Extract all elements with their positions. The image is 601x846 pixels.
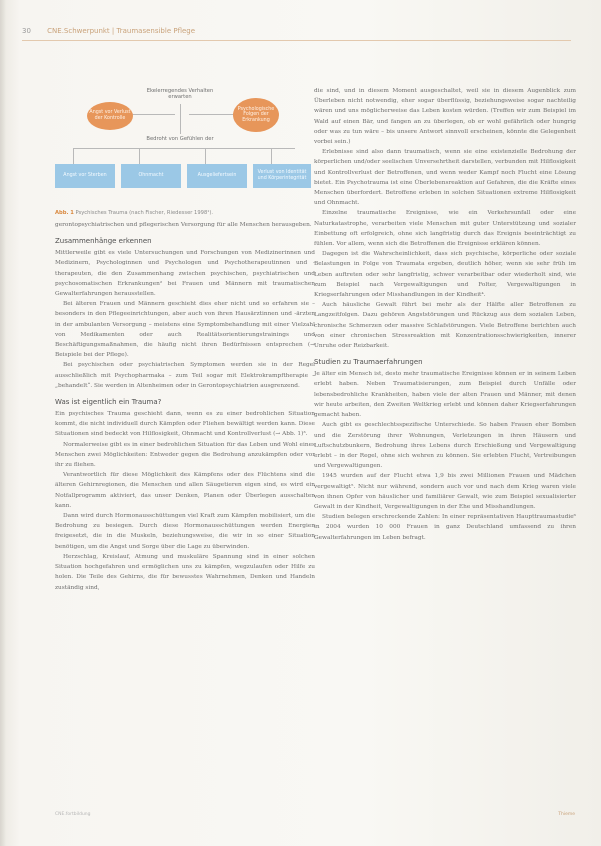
body-paragraph: Studien belegen erschreckende Zahlen: In einer repräsentativen Haupttraumastudie⁶ in 2004 wurden 10 000 Frauen in ganz Deutschland umfassend zu ihren Gewalterfahrungen im Leben befragt. xyxy=(314,514,576,541)
body-paragraph: Einzelne traumatische Ereignisse, wie ein Verkehrsunfall oder eine Naturkatastrophe, verarbeiten viele Menschen mit guter Unterstützung und sozialer Einbettung oft erfolgreich, ohne sich langfristig durch das Ereignis beeinträchtigt zu fühlen. Vor allem, wenn sich die Betroffenen die Ereignisse erklären können. xyxy=(314,210,576,248)
figure-connector xyxy=(271,148,272,164)
header-rule xyxy=(22,40,571,41)
figure-connector xyxy=(180,104,181,134)
body-paragraph: Dagegen ist die Wahrscheinlichkeit, dass sich psychische, körperliche oder soziale Belastungen in Folge von Traumata ergeben, deutlich höher, wenn sie sehr früh im Leben auftreten oder sehr langfristig, schwer verarbeitbar oder wiederholt sind, wie zum Beispiel nach Vergewaltigungen und Folter, Vergewaltigungen in Kriegserfahrungen oder Misshandlungen in der Kindheit⁴. xyxy=(314,251,576,299)
figure-box-4: Verlust von Identität und Körperintegrität xyxy=(253,164,311,188)
figure-box-1: Angst vor Sterben xyxy=(55,164,115,188)
figure-bubble-right: Psychologische Folgen der Erkrankung xyxy=(233,98,279,132)
body-paragraph: Mittlerweile gibt es viele Untersuchungen und Forschungen von Medizinerinnen und Medizinern, Psychologinnen und Psychologen und Psychotherapeutinnen und -therapeuten, die den Zusammenhang zwischen psychischen, psychiatrischen und psychosomatischen Erkrankungen² bei Frauen und Männern mit traumatischen Gewalterfahrungen herausstellen. xyxy=(55,250,315,298)
body-paragraph: Bei psychischen oder psychiatrischen Symptomen werden sie in der Regel ausschließlich mit Psychopharmaka – zum Teil sogar mit Elektrokrampftherapie – „behandelt“. Sie werden in Altenheimen oder in Gerontopsychiatrien ausgrenzend. xyxy=(55,362,315,389)
body-paragraph: Erlebnisse sind also dann traumatisch, wenn sie eine existenzielle Bedrohung der körperlichen und/oder seelischen Unversehrtheit darstellen, verbunden mit Hilflosigkeit und Kontrollverlust der Betroffenen, und wenn weder Kampf noch Flucht eine Lösung bietet. Ein Psychotrauma ist eine Überlebensreaktion auf Gefahren, die die Kräfte eines Menschen überfordert. Betroffene erleben in solchen Situationen extreme Hilflosigkeit und Ohnmacht. xyxy=(314,149,576,207)
figure-connector xyxy=(129,114,175,115)
footer-right: Thieme xyxy=(558,812,575,817)
figure-connector xyxy=(73,148,295,149)
body-paragraph: die sind, und in diesem Moment ausgeschaltet, weil sie in diesem Augenblick zum Überleben nicht notwendig, eher sogar überflüssig, beziehungsweise sogar nachteilig wären und uns möglicherweise das Leben kosten würden. (Treffen wir zum Beispiel im Wald auf einen Bär, und fangen an zu überlegen, ob er wohl gefährlich oder hungrig oder was zu tun wäre – bis unsere Antwort sinnvoll erscheinen, könnte die Gelegenheit vorbei sein.) xyxy=(314,88,576,146)
body-paragraph: Verantwortlich für diese Möglichkeit des Kämpfens oder des Flüchtens sind die älteren Gehirnregionen, die Menschen und allen Säugetieren eigen sind, es wird ein Notfallprogramm aktiviert, das unser Denken, Planen oder Überlegen ausschalten kann. xyxy=(55,472,315,509)
section-title: CNE.Schwerpunkt | Traumasensible Pflege xyxy=(47,27,196,35)
figure-top-label-line1: Ekelerregendes Verhalten xyxy=(146,88,214,94)
section-heading: Was ist eigentlich ein Trauma? xyxy=(55,398,162,407)
body-paragraph: Dann wird durch Hormonausschüttungen viel Kraft zum Kämpfen mobilisiert, um die Bedrohung zu besiegen. Durch diese Hormonausschüttungen werden Energien freigesetzt, die in die Muskeln, beziehungsweise, die wir in so einer Situation benötigen, um die Angst und Sorge über die Lage zu überwinden. xyxy=(55,513,315,550)
page-footer xyxy=(55,812,575,820)
figure-top-label xyxy=(125,88,235,100)
body-paragraph: 1945 wurden auf der Flucht etwa 1,9 bis zwei Millionen Frauen und Mädchen vergewaltigt⁵. Nicht nur während, sondern auch vor und nach dem Krieg waren viele von ihnen Opfer von häuslicher und familiärer Gewalt, wie zum Beispiel sexualisierter Gewalt in der Kindheit, Vergewaltigungen in der Ehe und Misshandlungen. xyxy=(314,473,576,510)
figure-bubble-left: Angst vor Verlust der Kontrolle xyxy=(87,102,133,130)
figure-connector xyxy=(189,114,237,115)
body-paragraph: gerontopsychiatrischen und pflegerischen Versorgung für alle Menschen herausgeben. xyxy=(55,222,312,228)
section-heading: Zusammenhänge erkennen xyxy=(55,237,152,246)
figure-connector xyxy=(73,148,74,164)
figure-caption-text: Psychisches Trauma (nach Fischer, Riedesser 1998¹). xyxy=(75,210,213,216)
left-column xyxy=(55,220,315,593)
right-column xyxy=(314,86,576,543)
figure-trauma-diagram xyxy=(55,86,311,206)
figure-caption-label: Abb. 1 xyxy=(55,210,74,216)
body-paragraph: Auch gibt es geschlechtsspezifische Unterschiede. So haben Frauen eher Bomben und die Zerstörung ihrer Wohnungen, Verletzungen in ihren Häusern und Luftschutzbunkern, Bedrohung ihres Lebens durch Erschießung und Vergewaltigung erlebt – in der Regel, ohne sich wehren zu können. Sie erlebten Flucht, Vertreibungen und Vergewaltigungen. xyxy=(314,422,576,470)
body-paragraph: Je älter ein Mensch ist, desto mehr traumatische Ereignisse können er in seinem Leben erlebt haben. Neben Traumatisierungen, zum Beispiel durch Unfälle oder lebensbedrohliche Krankheiten, haben viele der alten Frauen und Männer, mit denen wir heute arbeiten, den Zweiten Weltkrieg erlebt und können daher Kriegserfahrungen gemacht haben. xyxy=(314,371,576,419)
figure-top-label-line2: erwarten xyxy=(168,94,192,101)
figure-box-2: Ohnmacht xyxy=(121,164,181,188)
section-heading: Studien zu Traumaerfahrungen xyxy=(314,358,423,367)
body-paragraph: Bei älteren Frauen und Männern geschieht dies eher nicht und so erfahren sie – besonders in den Pflegeeinrichtungen, aber auch von ihren Hausärztinnen und -ärzten in der ambulanten Versorgung – meistens eine Symptombehandlung mit einer Vielzahl von Medikamenten oder auch Realitätsorientierungstrainings und Beschäftigungsmaßnahmen, die häufig nicht ihren Bedürfnissen entsprechen (→ Beispiele bei der Pflege). xyxy=(55,301,315,359)
figure-connector xyxy=(205,148,206,164)
figure-box-3: Ausgeliefertsein xyxy=(187,164,247,188)
page-number: 30 xyxy=(22,27,31,35)
running-head xyxy=(22,27,571,39)
body-paragraph: Auch häusliche Gewalt führt bei mehr als der Hälfte aller Betroffenen zu Langzeitfolgen. Dazu gehören Angststörungen und Rückzug aus dem sozialen Leben, chronische Schmerzen oder massive Schlafstörungen. Viele Betroffene berichten auch von einer chronischen Stressreaktion mit Konzentrationsschwierigkeiten, innerer Unruhe oder Reizbarkeit. xyxy=(314,302,576,350)
figure-caption xyxy=(55,210,315,216)
figure-connector xyxy=(139,148,140,164)
body-paragraph: Herzschlag, Kreislauf, Atmung und muskuläre Spannung sind in einer solchen Situation hochgefahren und ermöglichen uns zu kämpfen, wegzulaufen oder Hilfe zu holen. Die Teile des Gehirns, die für bewusstes Wahrnehmen, Denken und Handeln zuständig sind, xyxy=(55,553,315,591)
body-paragraph: Normalerweise gibt es in einer bedrohlichen Situation für das Leben und Wohl eines Menschen zwei Möglichkeiten: Entweder gegen die Bedrohung anzukämpfen oder vor ihr zu fliehen. xyxy=(55,441,315,469)
body-paragraph: Ein psychisches Trauma geschieht dann, wenn es zu einer bedrohlichen Situation kommt, die nicht individuell durch Kämpfen oder Fliehen bewältigt werden kann. Diese Situationen sind bedeckt von Hilflosigkeit, Ohnmacht und Kontrollverlust (→ Abb. 1)³. xyxy=(55,411,315,438)
scan-shadow xyxy=(0,0,6,846)
figure-middle-label: Bedroht von Gefühlen der xyxy=(146,136,214,142)
footer-left: CNE.fortbildung xyxy=(55,812,91,817)
